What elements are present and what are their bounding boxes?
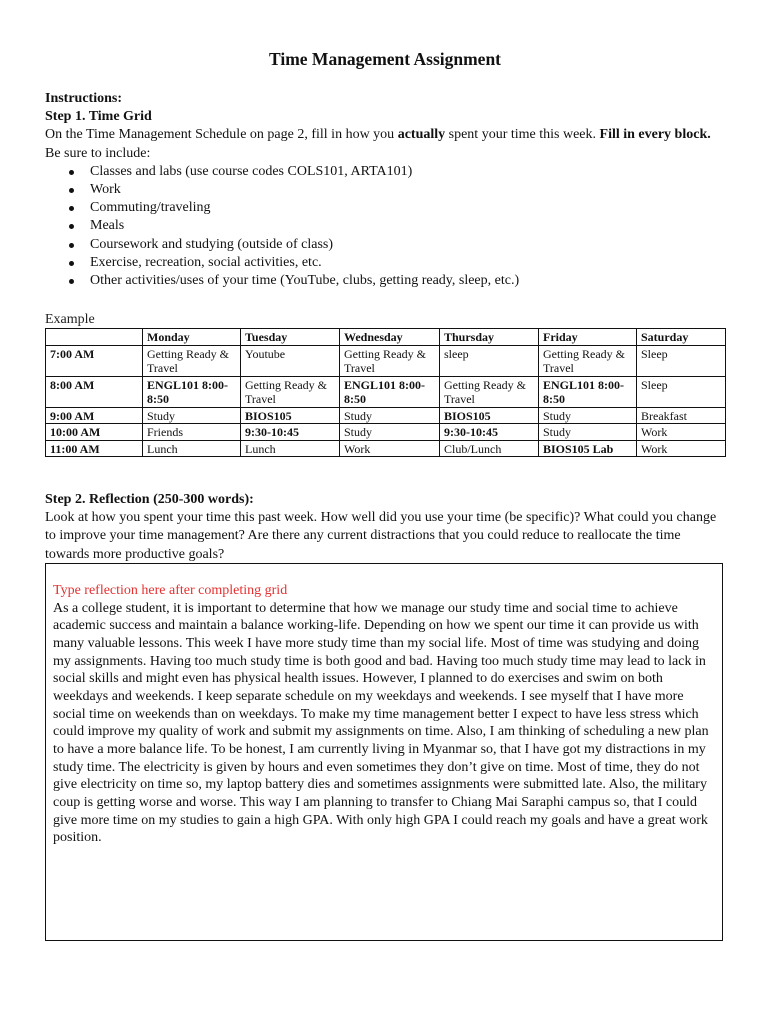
table-cell: Breakfast [637, 407, 726, 424]
table-cell: Sleep [637, 376, 726, 407]
reflection-content [53, 582, 718, 847]
table-row [46, 376, 726, 407]
table-cell: BIOS105 [440, 407, 539, 424]
table-cell: ENGL101 8:00-8:50 [539, 376, 637, 407]
list-item: Exercise, recreation, social activities, etc. [90, 254, 725, 272]
table-row [46, 345, 726, 376]
table-cell: Work [340, 440, 440, 457]
page-title: Time Management Assignment [268, 49, 502, 69]
step2-section [45, 491, 725, 564]
table-cell: Friends [143, 424, 241, 441]
table-cell: Sleep [637, 345, 726, 376]
time-cell: 9:00 AM [46, 407, 143, 424]
table-cell: ENGL101 8:00-8:50 [143, 376, 241, 407]
step1-text-a: On the Time Management Schedule on page 2, fill in how you [45, 127, 398, 143]
column-header: Saturday [637, 329, 726, 346]
include-list [45, 163, 725, 290]
table-cell: Work [637, 424, 726, 441]
step1-text-b: spent your time this week. [445, 127, 600, 143]
column-header: Monday [143, 329, 241, 346]
column-header: Tuesday [241, 329, 340, 346]
table-cell: Study [539, 407, 637, 424]
column-header: Thursday [440, 329, 539, 346]
table-cell: BIOS105 [241, 407, 340, 424]
table-cell: Study [340, 424, 440, 441]
list-item: Other activities/uses of your time (YouTube, clubs, getting ready, sleep, etc.) [90, 272, 725, 290]
table-cell: Getting Ready & Travel [241, 376, 340, 407]
table-cell: Study [539, 424, 637, 441]
table-cell: 9:30-10:45 [440, 424, 539, 441]
table-row [46, 440, 726, 457]
time-cell: 7:00 AM [46, 345, 143, 376]
reflection-text[interactable]: As a college student, it is important to determine that how we manage our study time and social time to achieve academic success and maintain a balance working-life. Depending on how we spent our time it can provide us with many valuable lessons. This week I have more study time than my social life. Most of time was studying and doing my assignments. Having too much study time is both good and bad. Having too much study time may lead to lack in social skills and might even has physical health issues. However, I planned to do exercises and swim on both weekdays and weekends. I keep separate schedule on my weekdays and weekends. I see myself that I have more social time on weekends than on weekdays. To make my time management better I expect to have less stress which could improve my quality of work and submit my assignments on time. Also, I am thinking of scheduling a new plan to have a more balance life. To be honest, I am currently living in Myanmar so, that I have got my distractions in my study time. The electricity is given by hours and even sometimes they don’t give on time. Most of time, they do not give electricity on time so, my laptop battery dies and sometimes assignments were submitted late. Also, the military coup is getting worse and worse. This way I am planning to transfer to Chiang Mai Saraphi campus so, that I could give more time on my studies to gain a high GPA. With only high GPA I could reach my goals and have a great work position. [53, 600, 709, 846]
table-cell: Getting Ready & Travel [143, 345, 241, 376]
time-cell: 8:00 AM [46, 376, 143, 407]
step2-prompt: Look at how you spent your time this past week. How well did you use your time (be specific)? What could you change to improve your time management? Are there any current distractions that you could reduce to reallocate the time towards more productive goals? [45, 510, 717, 562]
table-cell: sleep [440, 345, 539, 376]
table-row [46, 424, 726, 441]
table-cell: ENGL101 8:00-8:50 [340, 376, 440, 407]
list-item: Classes and labs (use course codes COLS101, ARTA101) [90, 163, 725, 181]
table-cell: Youtube [241, 345, 340, 376]
instructions-heading: Instructions: [45, 91, 123, 106]
step1-text [45, 126, 725, 162]
table-cell: 9:30-10:45 [241, 424, 340, 441]
step1-heading: Step 1. Time Grid [45, 109, 152, 125]
table-cell: Getting Ready & Travel [440, 376, 539, 407]
instructions-section [45, 90, 725, 290]
time-cell: 10:00 AM [46, 424, 143, 441]
column-header: Wednesday [340, 329, 440, 346]
table-cell: Lunch [143, 440, 241, 457]
table-cell: Lunch [241, 440, 340, 457]
column-header [46, 329, 143, 346]
step1-text-fill: Fill in every block. [599, 127, 711, 143]
table-cell: Study [340, 407, 440, 424]
table-cell: Work [637, 440, 726, 457]
table-cell: Club/Lunch [440, 440, 539, 457]
list-item: Coursework and studying (outside of class) [90, 236, 725, 254]
list-item: Commuting/traveling [90, 199, 725, 217]
table-cell: Getting Ready & Travel [539, 345, 637, 376]
table-cell: Getting Ready & Travel [340, 345, 440, 376]
table-row [46, 407, 726, 424]
table-cell: Study [143, 407, 241, 424]
table-header-row [46, 329, 726, 346]
step1-text-actually: actually [397, 127, 446, 143]
step1-text-c: Be sure to include: [45, 145, 151, 161]
example-label: Example [45, 312, 95, 327]
list-item: Work [90, 181, 725, 199]
list-item: Meals [90, 217, 725, 235]
table-cell: BIOS105 Lab [539, 440, 637, 457]
time-cell: 11:00 AM [46, 440, 143, 457]
reflection-placeholder-note: Type reflection here after completing grid [53, 583, 288, 598]
example-time-grid [45, 328, 726, 457]
column-header: Friday [539, 329, 637, 346]
step2-heading: Step 2. Reflection (250-300 words): [45, 492, 254, 507]
reflection-text-box[interactable] [45, 563, 723, 941]
